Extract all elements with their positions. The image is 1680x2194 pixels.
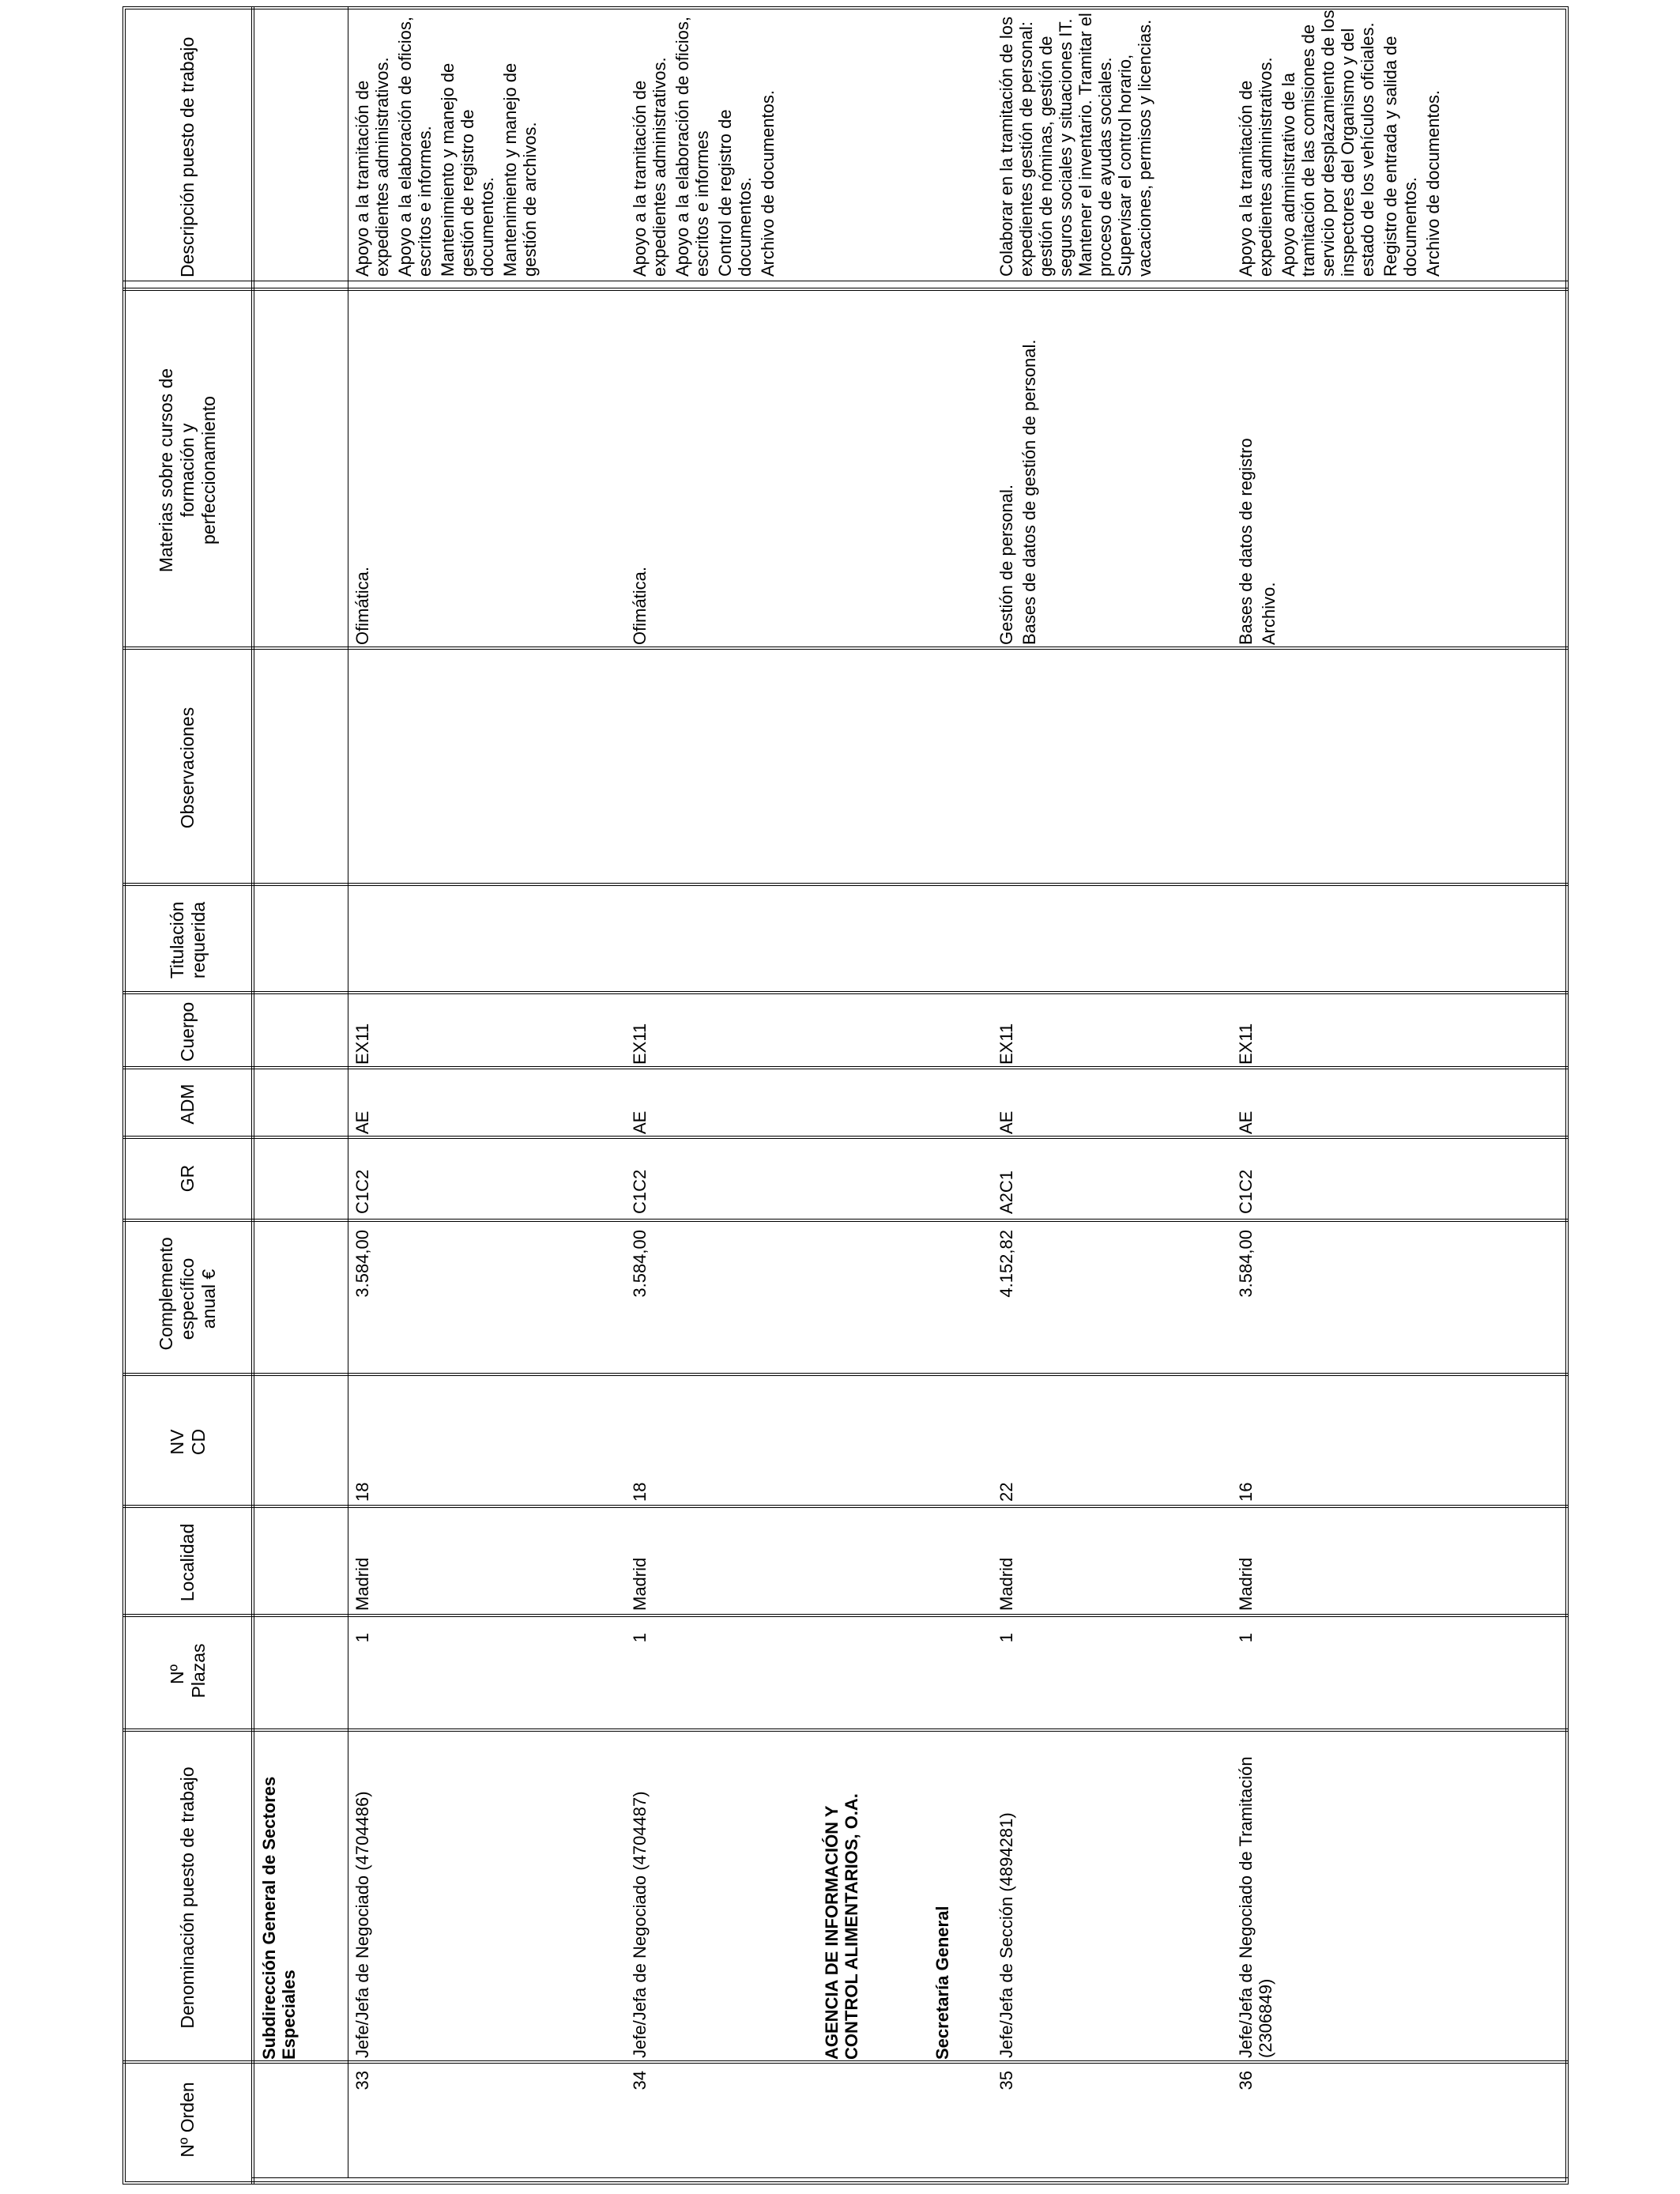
left-inner-line (251, 2177, 1569, 2178)
header-descripcion-text: Descripción puesto de trabajo (177, 36, 198, 277)
col-sep (122, 647, 1569, 650)
row-34-complemento: 3.584,00 (630, 1230, 650, 1298)
row-34-descripcion-item: Apoyo a la tramitación de expedientes administrativos. (630, 57, 669, 277)
row-33-complemento: 3.584,00 (352, 1230, 372, 1298)
row-33-descripcion (352, 8, 543, 277)
row-34-nivel: 18 (630, 1482, 650, 1502)
row-33-cursos-item: Ofimática. (352, 566, 372, 645)
header-cuerpo-text: Cuerpo (177, 1001, 198, 1062)
row-36-descripcion-item: Registro de entrada y salida de documentos. (1381, 36, 1420, 277)
row-34-adm: AE (630, 1110, 650, 1134)
row-35-adm: AE (996, 1110, 1016, 1134)
row-34-denominacion: Jefe/Jefa de Negociado (4704487) (630, 1791, 650, 2058)
section-secretaria: Secretaría General (932, 1906, 952, 2060)
row-35-descripcion-item: Colaborar en la tramitación de los expedientes gestión de personal: gestión de nóminas, gestión de seguros sociales y situaciones IT. Mantener el inventario. Tramitar el proceso de ayudas sociales. Supervisar el control horario, vacaciones, permisos y licencias. (996, 13, 1155, 277)
col-sep (122, 1066, 1569, 1069)
header-orden-text: Nº Orden (177, 2082, 198, 2158)
row-35-cursos-item: Gestión de personal. (996, 484, 1016, 645)
row-36-descripcion-item: Apoyo a la tramitación de expedientes administrativos. (1236, 57, 1275, 277)
col-sep (122, 1505, 1569, 1508)
row-36-cursos-item: Bases de datos de registro (1236, 438, 1256, 645)
header-grupo (126, 1143, 249, 1214)
col-sep (122, 883, 1569, 886)
header-adm-text: ADM (177, 1084, 198, 1125)
row-36-plazas: 1 (1236, 1633, 1256, 1643)
col-sep (122, 1136, 1569, 1139)
row-33-orden: 33 (352, 2071, 372, 2090)
row-35-cursos (996, 297, 1042, 645)
row-33-descripcion-item: Mantenimiento y manejo de gestión de archivos. (500, 62, 540, 277)
row-35-denominacion: Jefe/Jefa de Sección (4894281) (996, 1812, 1016, 2058)
header-localidad-text: Localidad (177, 1523, 198, 1602)
header-cursos-text: Materias sobre cursos de formación y perfeccionamiento (156, 368, 219, 573)
row-34-cuerpo: EX11 (630, 1023, 650, 1065)
row-36-descripcion-item: Apoyo administrativo de la tramitación de las comisiones de servicio por desplazamiento de los inspectores del Organismo y del estado de los vehículos oficiales. (1279, 9, 1377, 277)
header-plazas (126, 1621, 249, 1728)
header-observaciones-text: Observaciones (177, 707, 198, 829)
row-34-localidad: Madrid (630, 1557, 650, 1611)
row-36-cursos-item: Archivo. (1259, 582, 1279, 645)
row-34-cursos (630, 297, 653, 645)
row-34-orden: 34 (630, 2071, 650, 2090)
header-localidad (126, 1512, 249, 1613)
row-35-orden: 35 (996, 2071, 1016, 2090)
header-separator (251, 6, 254, 2185)
col-sep (122, 991, 1569, 994)
header-observaciones (126, 654, 249, 882)
col-sep (122, 1728, 1569, 1732)
header-grupo-text: GR (177, 1164, 198, 1193)
header-denominacion-text: Denominación puesto de trabajo (177, 1766, 198, 2029)
row-35-nivel: 22 (996, 1482, 1016, 1502)
header-complemento (126, 1226, 249, 1372)
header-orden (126, 2068, 249, 2172)
row-36-nivel: 16 (1236, 1482, 1256, 1502)
row-36-adm: AE (1236, 1110, 1256, 1134)
row-34-plazas: 1 (630, 1633, 650, 1643)
header-denominacion (126, 1736, 249, 2060)
row-36-orden: 36 (1236, 2071, 1256, 2090)
section-subdireccion: Subdirección General de Sectores Especiales (259, 1776, 299, 2060)
row-35-localidad: Madrid (996, 1557, 1016, 1611)
row-33-descripcion-item: Apoyo a la elaboración de oficios, escritos e informes. (395, 17, 435, 277)
section-agencia: AGENCIA DE INFORMACIÓN Y CONTROL ALIMENTARIOS, O.A. (822, 1793, 861, 2060)
row-35-complemento: 4.152,82 (996, 1230, 1016, 1298)
header-plazas-text: Nº Plazas (166, 1643, 209, 1698)
row-33-denominacion: Jefe/Jefa de Negociado (4704486) (352, 1791, 372, 2058)
col-sep (122, 1373, 1569, 1376)
row-34-grupo: C1C2 (630, 1169, 650, 1214)
row-35-plazas: 1 (996, 1633, 1016, 1643)
row-36-descripcion (1236, 8, 1446, 277)
header-titulacion (126, 890, 249, 990)
row-33-cursos (352, 297, 375, 645)
row-34-descripcion-item: Archivo de documentos. (758, 89, 778, 277)
row-35-cursos-item: Bases de datos de gestión de personal. (1019, 339, 1039, 645)
row-34-descripcion (630, 8, 781, 277)
row-36-denominacion: Jefe/Jefa de Negociado de Tramitación (2306849) (1236, 1756, 1275, 2058)
header-titulacion-text: Titulación requerida (166, 901, 209, 979)
row-36-complemento: 3.584,00 (1236, 1230, 1256, 1298)
header-cursos (126, 295, 249, 646)
row-36-cursos (1236, 297, 1282, 645)
row-33-descripcion-item: Mantenimiento y manejo de gestión de registro de documentos. (438, 62, 497, 277)
col-sep (122, 288, 1569, 291)
col-sep (122, 1219, 1569, 1222)
header-complemento-text: Complemento específico anual € (156, 1237, 219, 1351)
header-adm (126, 1073, 249, 1135)
row-35-cuerpo: EX11 (996, 1023, 1016, 1065)
header-nivel-text: NV CD (166, 1428, 209, 1456)
row-33-grupo: C1C2 (352, 1169, 372, 1214)
header-cuerpo (126, 998, 249, 1065)
header-descripcion (126, 10, 249, 277)
row-36-grupo: C1C2 (1236, 1169, 1256, 1214)
row-36-localidad: Madrid (1236, 1557, 1256, 1611)
row-34-cursos-item: Ofimática. (630, 566, 650, 645)
col-sep (122, 1614, 1569, 1617)
col-sep (122, 2060, 1569, 2064)
row-34-descripcion-item: Apoyo a la elaboración de oficios, escritos e informes (672, 17, 712, 277)
header-nivel (126, 1380, 249, 1504)
row-35-descripcion (996, 8, 1158, 277)
row-35-grupo: A2C1 (996, 1170, 1016, 1214)
row-33-localidad: Madrid (352, 1557, 372, 1611)
row-36-descripcion-item: Archivo de documentos. (1423, 89, 1443, 277)
row-36-cuerpo: EX11 (1236, 1023, 1256, 1065)
row-33-plazas: 1 (352, 1633, 372, 1643)
row-34-descripcion-item: Control de registro de documentos. (715, 109, 755, 277)
row-33-adm: AE (352, 1110, 372, 1134)
row-33-nivel: 18 (352, 1482, 372, 1502)
row-33-descripcion-item: Apoyo a la tramitación de expedientes administrativos. (352, 57, 392, 277)
row-33-cuerpo: EX11 (352, 1023, 372, 1065)
